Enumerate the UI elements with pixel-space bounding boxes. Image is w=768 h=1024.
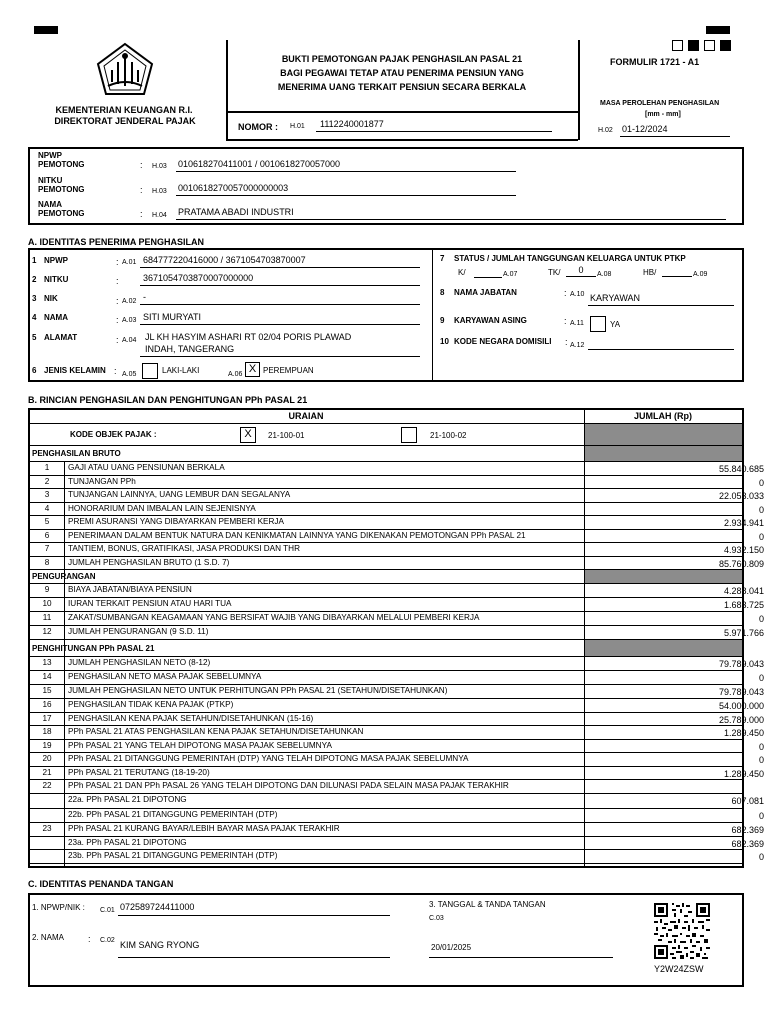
- table-row: [30, 557, 764, 571]
- colon: :: [116, 257, 119, 267]
- title-line3: MENERIMA UANG TERKAIT PENSIUN SECARA BERKALA: [277, 82, 527, 92]
- title-line2: BAGI PEGAWAI TETAP ATAU PENERIMA PENSIUN YANG: [280, 68, 524, 78]
- row-number: 18: [42, 727, 52, 736]
- row-amount: 0: [758, 477, 764, 488]
- colon: :: [140, 209, 143, 219]
- row-description: BIAYA JABATAN/BIAYA PENSIUN: [68, 585, 192, 594]
- table-row: [30, 476, 764, 490]
- colon: :: [565, 337, 568, 347]
- a5-value-line1: JL KH HASYIM ASHARI RT 02/04 PORIS PLAWAD: [145, 332, 352, 342]
- row-description: JUMLAH PENGHASILAN NETO (8-12): [68, 658, 211, 667]
- row-description: 22a. PPh PASAL 21 DIPOTONG: [68, 795, 187, 804]
- row-number: 11: [42, 613, 52, 622]
- nitku-pemotong-code: H.03: [152, 188, 167, 195]
- a7-tk-underline: [566, 276, 596, 277]
- a5-value-line2: INDAH, TANGERANG: [145, 344, 235, 354]
- row-amount: 0: [758, 504, 764, 515]
- qr-caption: Y2W24ZSW: [654, 964, 704, 974]
- row-description: PPh PASAL 21 DAN PPh PASAL 26 YANG TELAH DIPOTONG DAN DILUNASI PADA SELAIN MASA PAJAK TERAKHIR: [68, 781, 509, 790]
- row-description: PPh PASAL 21 ATAS PENGHASILAN KENA PAJAK SETAHUN/DISETAHUNKAN: [68, 727, 364, 736]
- masa-value: 01-12/2024: [622, 124, 668, 134]
- table-row: [30, 753, 764, 767]
- nama-pemotong-underline: [176, 219, 726, 220]
- a4-underline: [140, 324, 420, 325]
- col-jumlah-header: JUMLAH (Rp): [634, 411, 692, 421]
- group1-label: PENGHASILAN BRUTO: [32, 449, 121, 458]
- a2-underline: [140, 285, 420, 286]
- row-description: PENERIMAAN DALAM BENTUK NATURA DAN KENIKMATAN LAINNYA YANG DIKENAKAN PEMOTONGAN PPh PASAL 21: [68, 530, 526, 540]
- row-number: 10: [42, 599, 52, 608]
- karyawan-asing-ya-label: YA: [610, 320, 621, 329]
- section-b-title: B. RINCIAN PENGHASILAN DAN PENGHITUNGAN PPh PASAL 21: [28, 395, 308, 405]
- row-description: HONORARIUM DAN IMBALAN LAIN SEJENISNYA: [68, 503, 256, 513]
- a3-underline: [140, 304, 420, 305]
- section-a-title: A. IDENTITAS PENERIMA PENGHASILAN: [28, 237, 205, 247]
- a8-value: KARYAWAN: [590, 293, 641, 303]
- row-description: JUMLAH PENGURANGAN (9 S.D. 11): [68, 627, 209, 636]
- a7-hb-underline: [662, 276, 692, 277]
- a7-hb-label: HB/: [643, 268, 657, 277]
- table-row: [30, 657, 764, 671]
- c1-code: C.01: [100, 907, 115, 914]
- c3-code: C.03: [429, 915, 444, 922]
- header-divider-left: [226, 40, 228, 140]
- nitku-pemotong-label2: PEMOTONG: [38, 185, 85, 194]
- row-amount: 79.789.043: [718, 687, 764, 697]
- row-description: TUNJANGAN PPh: [68, 476, 136, 486]
- row-amount: 0: [758, 811, 764, 821]
- table-row: [30, 543, 764, 557]
- c1-underline: [118, 915, 390, 916]
- pemotong-box: [28, 147, 744, 225]
- row-description: JUMLAH PENGHASILAN NETO UNTUK PERHITUNGAN PPh PASAL 21 (SETAHUN/DISETAHUNKAN): [68, 686, 448, 695]
- a3-code: A.02: [122, 298, 137, 305]
- row-description: GAJI ATAU UANG PENSIUNAN BERKALA: [68, 463, 225, 472]
- row-amount: 1.289.450: [723, 728, 764, 738]
- table-row: [30, 626, 764, 640]
- a5-no: 5: [32, 333, 37, 342]
- table-row: [30, 767, 764, 781]
- colon: :: [140, 160, 143, 170]
- a6-code2: A.06: [228, 371, 243, 378]
- nitku-pemotong-value: 0010618270057000000003: [178, 183, 289, 193]
- row-description: PENGHASILAN NETO MASA PAJAK SEBELUMNYA: [68, 672, 262, 681]
- garuda-emblem-icon: [94, 42, 156, 102]
- perempuan-label: PEREMPUAN: [263, 366, 314, 375]
- a8-no: 8: [440, 288, 445, 297]
- a7-no: 7: [440, 254, 445, 263]
- header-divider-right: [578, 40, 580, 140]
- colon: :: [116, 315, 119, 325]
- a10-label: KODE NEGARA DOMISILI: [454, 337, 552, 346]
- a9-code: A.11: [570, 320, 584, 327]
- a1-code: A.01: [122, 259, 137, 266]
- table-row: [30, 598, 764, 612]
- row-amount: 85.760.809: [718, 558, 764, 569]
- row-amount: 1.683.725: [723, 600, 764, 610]
- a9-no: 9: [440, 316, 445, 325]
- nomor-top-border: [226, 111, 578, 113]
- row-number: 3: [44, 490, 50, 499]
- form-name: FORMULIR 1721 - A1: [610, 57, 700, 67]
- karyawan-asing-checkbox[interactable]: [590, 316, 606, 332]
- kode1-checkbox[interactable]: X: [240, 427, 256, 443]
- c2-value: KIM SANG RYONG: [120, 940, 200, 950]
- a7-tk-code: A.08: [597, 271, 612, 278]
- row-amount: 0: [758, 531, 764, 542]
- group3-label: PENGHITUNGAN PPh PASAL 21: [32, 644, 155, 653]
- section-c-title: C. IDENTITAS PENANDA TANGAN: [28, 879, 174, 889]
- a1-label: NPWP: [44, 256, 68, 265]
- a7-hb-code: A.09: [693, 271, 708, 278]
- row-description: PPh PASAL 21 DITANGGUNG PEMERINTAH (DTP) YANG TELAH DIPOTONG MASA PAJAK SEBELUMNYA: [68, 754, 469, 763]
- c3-underline: [429, 957, 613, 958]
- row-description: PREMI ASURANSI YANG DIBAYARKAN PEMBERI KERJA: [68, 517, 284, 526]
- c2-code: C.02: [100, 937, 115, 944]
- masa-format: [mm - mm]: [645, 111, 681, 118]
- table-row: [30, 713, 764, 727]
- group2-gray-cell: [585, 570, 742, 583]
- a7-tk-label: TK/: [548, 268, 561, 277]
- a7-tk-value: 0: [578, 265, 584, 275]
- row-description: 23a. PPh PASAL 21 DIPOTONG: [68, 837, 187, 847]
- row-number: 5: [44, 517, 50, 526]
- row-number: 20: [42, 754, 52, 763]
- col-uraian-header: URAIAN: [288, 411, 324, 421]
- a1-underline: [140, 267, 420, 268]
- row-number: 17: [42, 713, 52, 723]
- row-amount: 5.971.766: [723, 628, 764, 638]
- a2-value: 3671054703870007000000: [143, 273, 254, 283]
- table-row: [30, 780, 742, 794]
- row-description: 22b. PPh PASAL 21 DITANGGUNG PEMERINTAH (DTP): [68, 810, 278, 819]
- row-amount: 2.934.941: [723, 518, 764, 528]
- section-a-divider: [432, 249, 433, 381]
- table-row: [30, 837, 764, 851]
- group-penghasilan-bruto: [30, 446, 742, 462]
- row-amount: 0: [758, 755, 764, 765]
- npwp-pemotong-label2: PEMOTONG: [38, 160, 85, 169]
- a8-code: A.10: [570, 291, 585, 298]
- a3-label: NIK: [44, 294, 58, 303]
- nomor-value: 1112240001877: [320, 119, 384, 129]
- row-number: 22: [42, 781, 52, 790]
- row-number: 9: [44, 585, 50, 594]
- a4-no: 4: [32, 313, 37, 322]
- row-number: 21: [42, 767, 52, 777]
- row-number: 19: [42, 740, 52, 750]
- group1-gray-cell: [585, 446, 742, 461]
- row-amount: 0: [758, 741, 764, 752]
- row-number: 8: [44, 557, 50, 567]
- row-amount: 4.932.150: [723, 545, 764, 555]
- ministry-line1: KEMENTERIAN KEUANGAN R.I.: [55, 105, 193, 115]
- masa-label: MASA PEROLEHAN PENGHASILAN: [600, 100, 720, 107]
- a6-label: JENIS KELAMIN: [44, 366, 106, 375]
- row-number: 12: [42, 627, 52, 636]
- row-description: IURAN TERKAIT PENSIUN ATAU HARI TUA: [68, 599, 232, 608]
- a6-code1: A.05: [122, 371, 137, 378]
- npwp-pemotong-label1: NPWP: [38, 151, 62, 160]
- kode-objek-label: KODE OBJEK PAJAK :: [70, 430, 157, 439]
- npwp-pemotong-underline: [176, 171, 516, 172]
- npwp-pemotong-value: 010618270411001 / 0010618270057000: [178, 159, 340, 169]
- table-row: [30, 685, 764, 699]
- row-number: 15: [42, 686, 52, 695]
- table-row: [30, 489, 764, 503]
- row-amount: 22.053.033: [718, 491, 764, 501]
- row-amount: 54.000.000: [718, 701, 764, 711]
- row-number: 2: [44, 476, 50, 486]
- c2-label: 2. NAMA: [32, 933, 65, 942]
- colon: :: [114, 366, 117, 376]
- group2-label: PENGURANGAN: [32, 572, 96, 581]
- a2-label: NITKU: [44, 275, 69, 284]
- table-row: [30, 516, 764, 530]
- row-amount: 1.289.450: [723, 768, 764, 779]
- masa-code: H.02: [598, 127, 613, 134]
- kode2-label: 21-100-02: [430, 431, 467, 440]
- row-number: 16: [42, 700, 52, 709]
- table-row: [30, 671, 764, 685]
- a7-label: STATUS / JUMLAH TANGGUNGAN KELUARGA UNTUK PTKP: [454, 254, 686, 263]
- row-description: ZAKAT/SUMBANGAN KEAGAMAAN YANG BERSIFAT WAJIB YANG DIBAYARKAN MELALUI PEMBERI KERJA: [68, 613, 480, 622]
- row-number: 14: [42, 672, 52, 681]
- a4-code: A.03: [122, 317, 137, 324]
- row-amount: 79.789.043: [718, 659, 764, 669]
- colon: :: [88, 934, 91, 944]
- qr-code-icon: [654, 903, 710, 959]
- title-line1: BUKTI PEMOTONGAN PAJAK PENGHASILAN PASAL 21: [281, 54, 523, 64]
- table-row: [30, 823, 764, 837]
- c3-label: 3. TANGGAL & TANDA TANGAN: [429, 900, 546, 909]
- row-number: 6: [44, 530, 50, 540]
- nomor-code: H.01: [290, 123, 305, 130]
- a8-underline: [588, 305, 734, 306]
- table-row: [30, 699, 764, 713]
- table-row: [30, 809, 764, 823]
- a4-value: SITI MURYATI: [143, 312, 202, 322]
- group-penghitungan: [30, 640, 742, 657]
- a5-code: A.04: [122, 337, 137, 344]
- a2-no: 2: [32, 275, 37, 284]
- row-description: TANTIEM, BONUS, GRATIFIKASI, JASA PRODUKSI DAN THR: [68, 544, 301, 553]
- row-number: 1: [44, 463, 50, 472]
- a10-no: 10: [440, 337, 449, 346]
- table-row: [30, 503, 764, 517]
- row-number: 23: [42, 823, 52, 833]
- nama-pemotong-code: H.04: [152, 212, 167, 219]
- nama-pemotong-label1: NAMA: [38, 200, 62, 209]
- table-row: [30, 740, 764, 754]
- row-amount: 682.369: [731, 838, 764, 849]
- row-description: 23b. PPh PASAL 21 DITANGGUNG PEMERINTAH (DTP): [68, 851, 278, 860]
- masa-underline: [620, 136, 730, 137]
- table-row: [30, 850, 764, 864]
- kode1-label: 21-100-01: [268, 431, 305, 440]
- section-a-box: [28, 248, 744, 382]
- row-description: TUNJANGAN LAINNYA, UANG LEMBUR DAN SEGALANYA: [68, 490, 291, 499]
- a8-label: NAMA JABATAN: [454, 288, 517, 297]
- row-amount: 607.081: [731, 796, 764, 806]
- row-amount: 0: [758, 614, 764, 624]
- row-description: PENGHASILAN KENA PAJAK SETAHUN/DISETAHUNKAN (15-16): [68, 713, 314, 723]
- kode-objek-gray-cell: [585, 424, 742, 445]
- row-number: 13: [42, 658, 52, 667]
- row-description: PPh PASAL 21 TERUTANG (18-19-20): [68, 767, 210, 777]
- nomor-label: NOMOR :: [238, 122, 278, 132]
- colon: :: [116, 296, 119, 306]
- colon: :: [140, 185, 143, 195]
- nitku-pemotong-underline: [176, 195, 516, 196]
- row-amount: 55.840.685: [718, 464, 764, 474]
- a9-label: KARYAWAN ASING: [454, 316, 527, 325]
- nomor-underline: [316, 131, 552, 132]
- a5-underline: [140, 356, 420, 357]
- colon: :: [564, 316, 567, 326]
- row-description: PPh PASAL 21 YANG TELAH DIPOTONG MASA PAJAK SEBELUMNYA: [68, 740, 332, 750]
- nama-pemotong-value: PRATAMA ABADI INDUSTRI: [178, 207, 294, 217]
- ministry-line2: DIREKTORAT JENDERAL PAJAK: [54, 116, 196, 126]
- a1-value: 684777220416000 / 3671054703870007: [143, 255, 306, 265]
- laki-laki-label: LAKI-LAKI: [162, 366, 200, 375]
- a5-label: ALAMAT: [44, 333, 78, 342]
- nomor-bottom-border: [226, 139, 578, 141]
- group3-gray-cell: [585, 640, 742, 656]
- a4-label: NAMA: [44, 313, 68, 322]
- a7-k-code: A.07: [503, 271, 518, 278]
- laki-laki-checkbox[interactable]: [142, 363, 158, 379]
- row-amount: 0: [758, 852, 764, 862]
- colon: :: [116, 335, 119, 345]
- c1-value: 072589724411000: [120, 902, 195, 912]
- npwp-pemotong-code: H.03: [152, 163, 167, 170]
- c2-underline: [118, 957, 390, 958]
- kode2-checkbox[interactable]: [401, 427, 417, 443]
- a3-value: -: [143, 292, 146, 302]
- a1-no: 1: [32, 256, 37, 265]
- table-row: [30, 794, 764, 809]
- a6-no: 6: [32, 366, 37, 375]
- c1-label: 1. NPWP/NIK :: [32, 903, 85, 912]
- row-amount: 0: [758, 673, 764, 683]
- perempuan-checkbox[interactable]: X: [245, 362, 260, 377]
- top-left-marker: [34, 26, 58, 34]
- row-number: 4: [44, 503, 50, 513]
- kode-objek-row: [30, 424, 742, 446]
- row-description: PPh PASAL 21 KURANG BAYAR/LEBIH BAYAR MASA PAJAK TERAKHIR: [68, 823, 340, 833]
- table-row: [30, 462, 764, 476]
- table-row: [30, 612, 764, 626]
- row-description: PENGHASILAN TIDAK KENA PAJAK (PTKP): [68, 700, 234, 709]
- nama-pemotong-label2: PEMOTONG: [38, 209, 85, 218]
- a10-underline: [588, 349, 734, 350]
- row-number: 7: [44, 544, 50, 553]
- a7-k-underline: [474, 277, 502, 278]
- a3-no: 3: [32, 294, 37, 303]
- row-amount: 25.789.000: [718, 714, 764, 725]
- a10-code: A.12: [570, 342, 585, 349]
- table-row: [30, 530, 764, 544]
- colon: :: [564, 288, 567, 298]
- form-square-icons: [672, 40, 736, 52]
- group-pengurangan: [30, 570, 742, 584]
- colon: :: [116, 276, 119, 286]
- nitku-pemotong-label1: NITKU: [38, 176, 63, 185]
- row-description: JUMLAH PENGHASILAN BRUTO (1 S.D. 7): [68, 557, 230, 567]
- c3-value: 20/01/2025: [431, 943, 472, 952]
- top-right-marker: [706, 26, 730, 34]
- row-amount: 4.288.041: [723, 586, 764, 596]
- row-amount: 682.369: [731, 824, 764, 835]
- section-b-header-row: [30, 410, 742, 424]
- a7-k-label: K/: [458, 268, 466, 277]
- table-row: [30, 584, 764, 598]
- table-row: [30, 726, 764, 740]
